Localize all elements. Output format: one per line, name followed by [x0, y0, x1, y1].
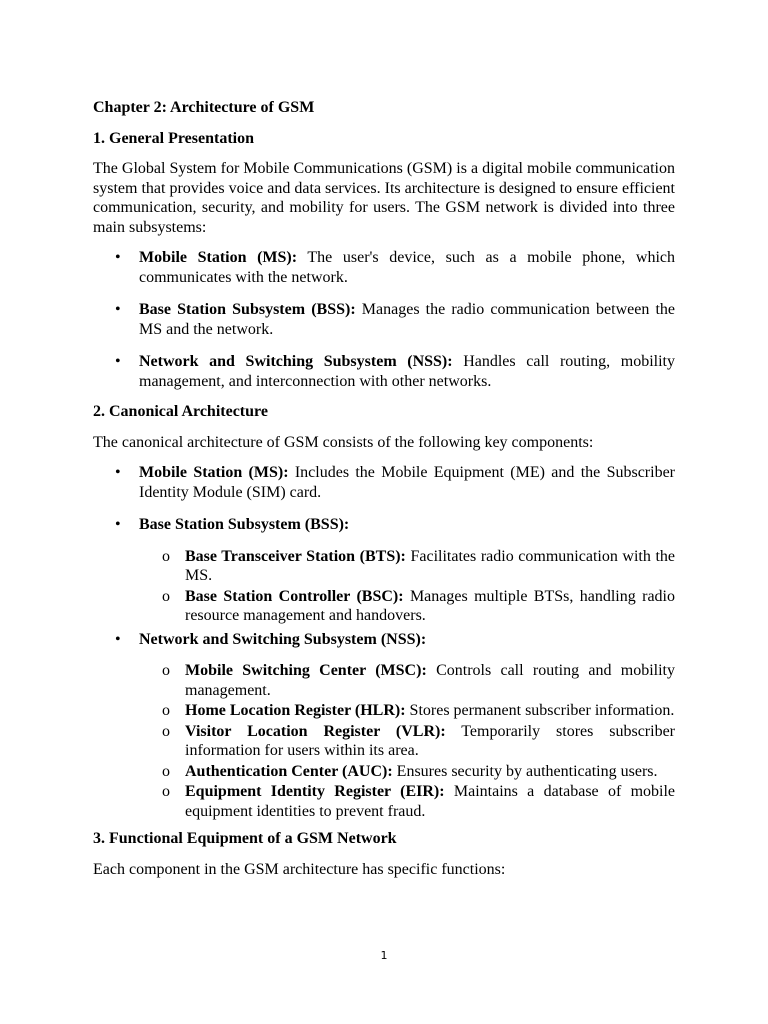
list-item — [93, 515, 675, 626]
item-text: Handles call routing, mobility management, and interconnection with other networks. — [139, 353, 675, 390]
sub-item-term: Mobile Switching Center (MSC): — [185, 662, 427, 679]
sub-list-item — [139, 701, 675, 721]
item-term: Network and Switching Subsystem (NSS): — [139, 353, 453, 370]
sub-item-term: Equipment Identity Register (EIR): — [185, 783, 445, 800]
list-item — [93, 463, 675, 502]
item-text: The user's device, such as a mobile phone, which communicates with the network. — [139, 249, 676, 286]
bullet-icon: • — [115, 353, 121, 370]
circle-bullet-icon: o — [162, 662, 170, 679]
sub-list-item — [139, 547, 675, 586]
list-item — [93, 630, 675, 822]
circle-bullet-icon: o — [162, 702, 170, 719]
list-item — [93, 248, 675, 287]
item-term: Mobile Station (MS): — [139, 249, 298, 266]
sub-item-text: Maintains a database of mobile equipment identities to prevent fraud. — [185, 783, 676, 820]
bullet-icon: • — [115, 630, 121, 648]
item-text: Includes the Mobile Equipment (ME) and the Subscriber Identity Module (SIM) card. — [139, 464, 675, 501]
sub-item-text: Stores permanent subscriber information. — [405, 702, 675, 719]
sub-item-term: Base Transceiver Station (BTS): — [185, 547, 406, 565]
sub-item-text: Facilitates radio communication with the MS. — [185, 547, 676, 584]
sub-item-term: Visitor Location Register (VLR): — [185, 722, 446, 740]
bullet-icon: • — [115, 464, 121, 481]
item-text: Manages the radio communication between the MS and the network. — [139, 301, 675, 338]
sub-item-term: Home Location Register (HLR): — [185, 702, 406, 719]
nss-sublist — [139, 661, 675, 821]
sub-item-text: Controls call routing and mobility management. — [185, 662, 675, 699]
page-number: 1 — [380, 949, 388, 962]
chapter-title: Chapter 2: Architecture of GSM — [93, 99, 315, 116]
section-1-intro: The Global System for Mobile Communications (GSM) is a digital mobile communication system that provides voice and data services. Its architecture is designed to ensure efficient communication, security, and mobility for users. The GSM network is divided into three main subsystems: — [93, 160, 675, 236]
sub-list-item — [139, 722, 675, 761]
sub-list-item — [139, 782, 675, 821]
bullet-icon: • — [115, 516, 121, 533]
document-page — [93, 98, 675, 890]
bss-sublist — [139, 547, 675, 626]
section-2-intro: The canonical architecture of GSM consists of the following key components: — [93, 433, 594, 451]
component-list — [93, 463, 675, 821]
circle-bullet-icon: o — [162, 783, 170, 800]
sub-item-text: Ensures security by authenticating users. — [392, 762, 658, 780]
item-term: Network and Switching Subsystem (NSS): — [139, 630, 427, 648]
circle-bullet-icon: o — [162, 547, 170, 565]
sub-item-term: Authentication Center (AUC): — [185, 762, 393, 780]
list-item — [93, 300, 675, 339]
item-term: Mobile Station (MS): — [139, 464, 289, 481]
section-3-intro: Each component in the GSM architecture has specific functions: — [93, 860, 506, 878]
sub-list-item — [139, 661, 675, 700]
section-1-heading: 1. General Presentation — [93, 129, 255, 147]
section-3-heading: 3. Functional Equipment of a GSM Network — [93, 830, 397, 847]
circle-bullet-icon: o — [162, 722, 170, 740]
bullet-icon: • — [115, 301, 121, 318]
sub-item-term: Base Station Controller (BSC): — [185, 587, 404, 605]
list-item — [93, 352, 675, 391]
sub-list-item — [139, 587, 675, 626]
subsystem-list — [93, 248, 675, 391]
sub-item-text: Manages multiple BTSs, handling radio resource management and handovers. — [185, 587, 675, 624]
item-term: Base Station Subsystem (BSS): — [139, 516, 350, 533]
circle-bullet-icon: o — [162, 587, 170, 605]
sub-list-item — [139, 762, 675, 782]
section-2-heading: 2. Canonical Architecture — [93, 403, 268, 420]
sub-item-text: Temporarily stores subscriber information for users within its area. — [185, 722, 675, 759]
item-term: Base Station Subsystem (BSS): — [139, 301, 356, 318]
circle-bullet-icon: o — [162, 762, 170, 780]
bullet-icon: • — [115, 249, 121, 266]
